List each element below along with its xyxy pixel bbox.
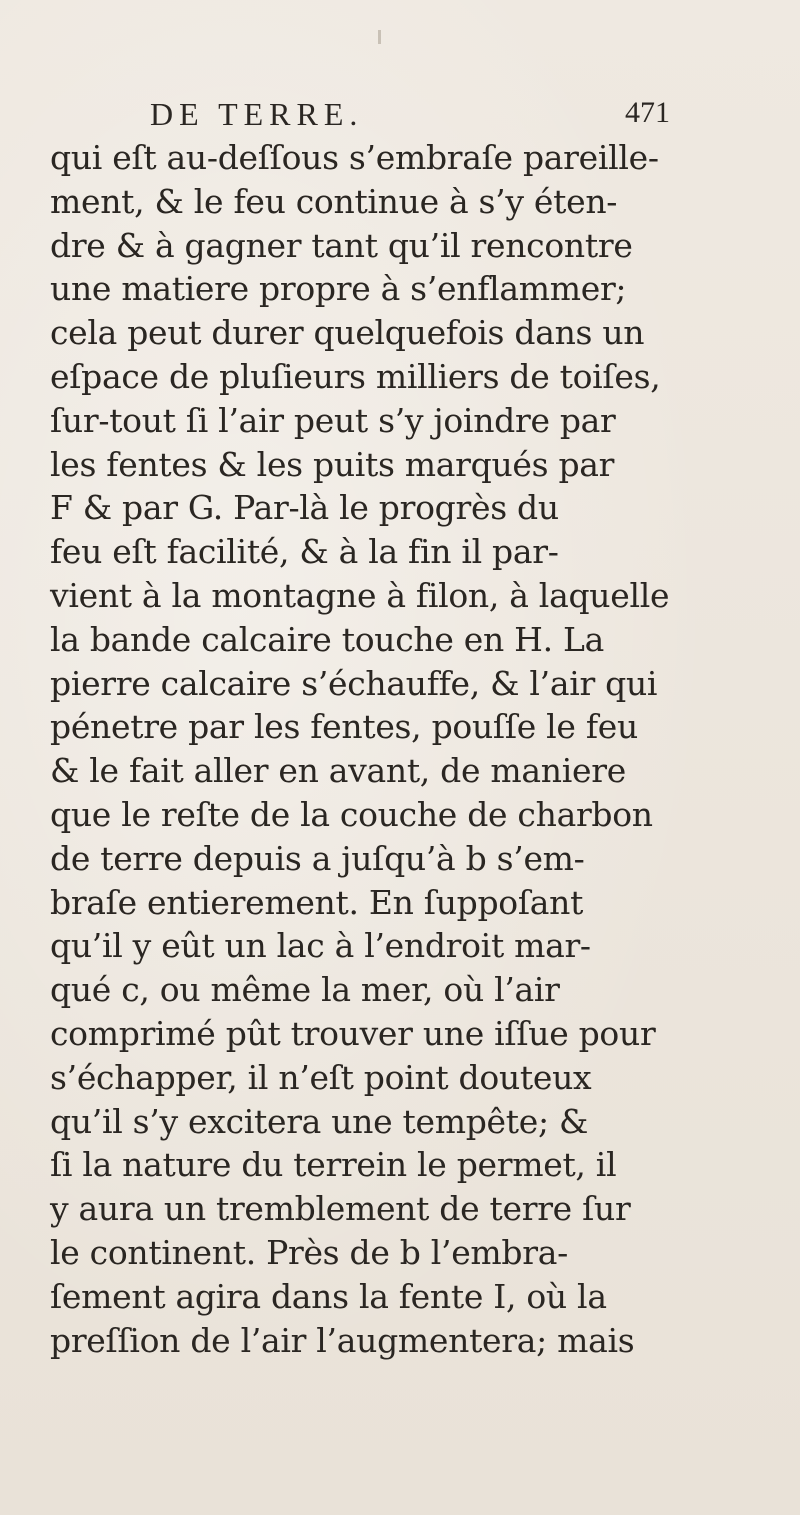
- running-head: DE TERRE.: [150, 96, 364, 132]
- text-line: comprimé pût trouver une iſſue pour: [50, 1013, 656, 1053]
- text-line: qu’il y eût un lac à l’endroit mar-: [50, 926, 591, 966]
- text-line: braſe entierement. En ſuppoſant: [50, 882, 584, 922]
- body-text: [50, 136, 790, 1362]
- text-line: dre & à gagner tant qu’il rencontre: [50, 225, 633, 265]
- text-line: pierre calcaire s’échauffe, & l’air qui: [50, 663, 658, 703]
- text-line: ſur-tout ſi l’air peut s’y joindre par: [50, 400, 616, 440]
- text-line: feu eſt facilité, & à la fin il par-: [50, 532, 559, 572]
- text-line: cela peut durer quelquefois dans un: [50, 313, 645, 353]
- page-number: 471: [625, 96, 670, 129]
- paper-mark: [378, 30, 381, 44]
- text-line: F & par G. Par-là le progrès du: [50, 488, 559, 528]
- text-line: s’échapper, il n’eſt point douteux: [50, 1057, 592, 1097]
- text-line: pénetre par les fentes, pouſſe le feu: [50, 707, 638, 747]
- text-line: qui eſt au-deſſous s’embraſe pareille-: [50, 138, 659, 177]
- text-line: qué c, ou même la mer, où l’air: [50, 970, 560, 1010]
- text-line: une matiere propre à s’enflammer;: [50, 269, 627, 309]
- text-line: ſi la nature du terrein le permet, il: [50, 1145, 617, 1185]
- text-line: & le fait aller en avant, de maniere: [50, 751, 626, 791]
- text-line: eſpace de pluſieurs milliers de toiſes,: [50, 356, 661, 396]
- text-line: y aura un tremblement de terre ſur: [50, 1189, 631, 1229]
- text-line: ſement agira dans la fente I, où la: [50, 1276, 607, 1316]
- text-line: la bande calcaire touche en H. La: [50, 619, 604, 659]
- text-line: le continent. Près de b l’embra-: [50, 1232, 568, 1272]
- page-header: [150, 96, 670, 136]
- text-line: de terre depuis a juſqu’à b s’em-: [50, 838, 585, 878]
- text-line: les fentes & les puits marqués par: [50, 444, 615, 484]
- text-line: preſſion de l’air l’augmentera; mais: [50, 1320, 635, 1360]
- text-line: qu’il s’y excitera une tempête; &: [50, 1101, 589, 1141]
- text-line: ment, & le feu continue à s’y éten-: [50, 181, 618, 221]
- text-line: que le reſte de la couche de charbon: [50, 794, 653, 834]
- text-line: vient à la montagne à filon, à laquelle: [50, 575, 670, 615]
